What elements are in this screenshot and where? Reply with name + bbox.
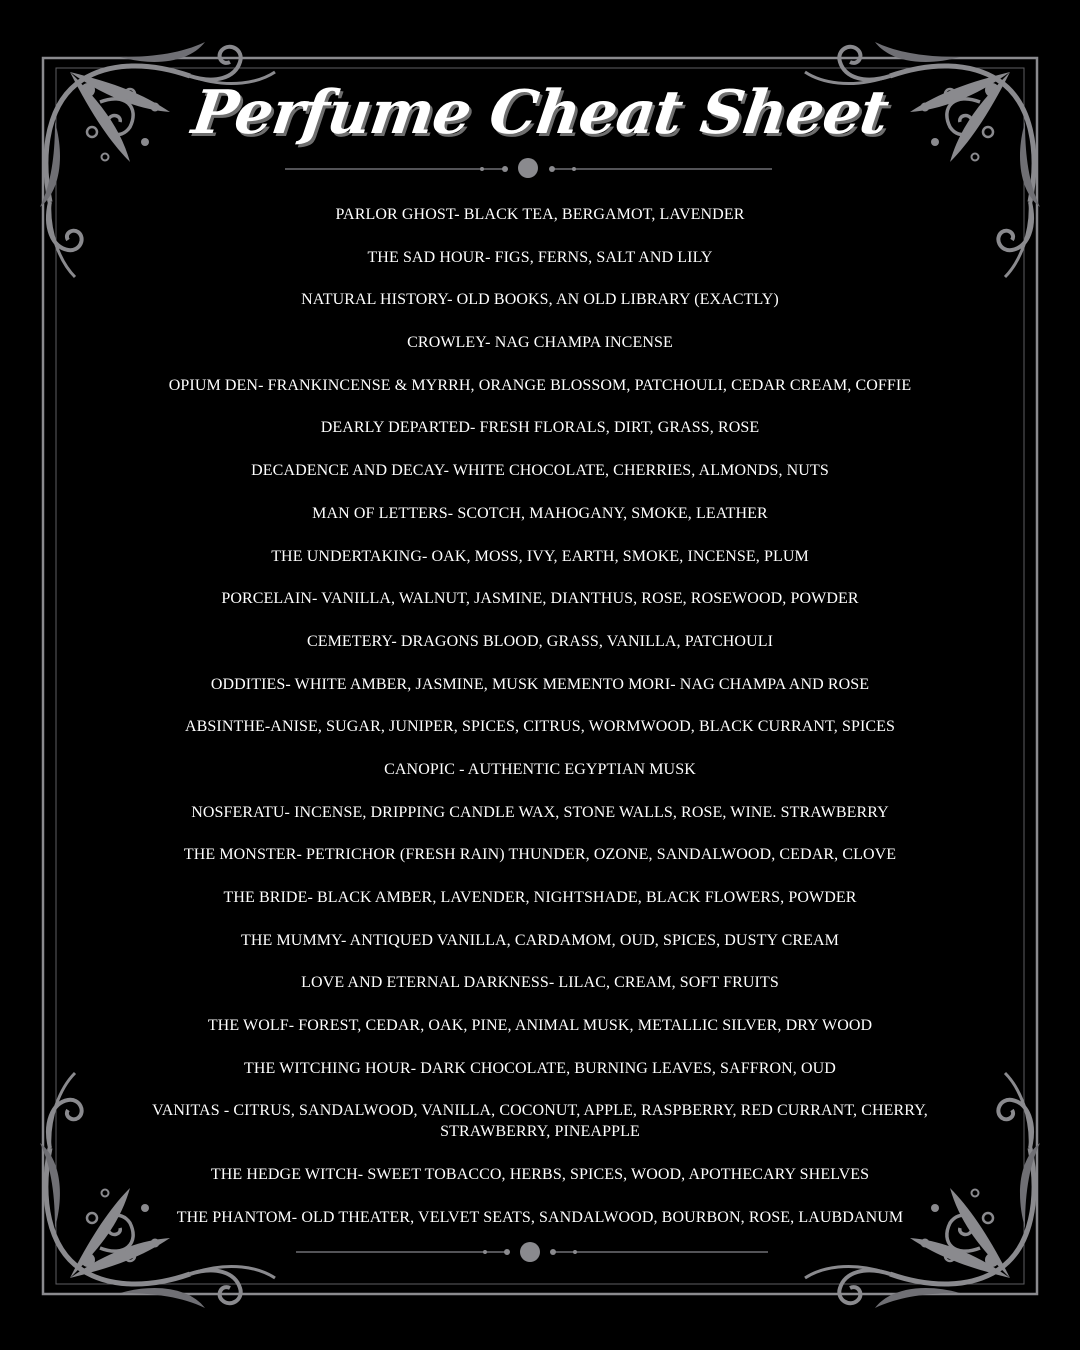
list-item: THE WITCHING HOUR- DARK CHOCOLATE, BURNING LEAVES, SAFFRON, OUD xyxy=(244,1059,836,1077)
list-item: CROWLEY- NAG CHAMPA INCENSE xyxy=(407,334,673,352)
perfume-list xyxy=(110,204,970,1250)
list-item: THE BRIDE- BLACK AMBER, LAVENDER, NIGHTSHADE, BLACK FLOWERS, POWDER xyxy=(223,889,857,906)
list-item: THE MONSTER- PETRICHOR (FRESH RAIN) THUNDER, OZONE, SANDALWOOD, CEDAR, CLOVE xyxy=(183,846,897,864)
list-item: LOVE AND ETERNAL DARKNESS- LILAC, CREAM, SOFT FRUITS xyxy=(301,974,779,992)
list-item: THE UNDERTAKING- OAK, MOSS, IVY, EARTH, SMOKE, INCENSE, PLUM xyxy=(271,547,809,565)
dot-divider-icon xyxy=(285,158,772,178)
list-item: MAN OF LETTERS- SCOTCH, MAHOGANY, SMOKE, LEATHER xyxy=(312,504,768,522)
list-item: THE SAD HOUR- FIGS, FERNS, SALT AND LILY xyxy=(367,248,713,266)
list-item: CANOPIC - AUTHENTIC EGYPTIAN MUSK xyxy=(384,760,696,778)
list-item: PARLOR GHOST- BLACK TEA, BERGAMOT, LAVENDER xyxy=(335,206,745,223)
list-item: THE HEDGE WITCH- SWEET TOBACCO, HERBS, SPICES, WOOD, APOTHECARY SHELVES xyxy=(210,1166,870,1184)
list-item: DECADENCE AND DECAY- WHITE CHOCOLATE, CHERRIES, ALMONDS, NUTS xyxy=(251,462,829,480)
list-item: ABSINTHE-ANISE, SUGAR, JUNIPER, SPICES, CITRUS, WORMWOOD, BLACK CURRANT, SPICES xyxy=(184,718,896,736)
list-item: OPIUM DEN- FRANKINCENSE & MYRRH, ORANGE BLOSSOM, PATCHOULI, CEDAR CREAM, COFFIE xyxy=(168,376,912,394)
list-item: VANITAS - CITRUS, SANDALWOOD, VANILLA, COCONUT, APPLE, RASPBERRY, RED CURRANT, CHERRY, STRAWBERRY, PINEAPPLE xyxy=(152,1102,928,1141)
list-item: ODDITIES- WHITE AMBER, JASMINE, MUSK MEMENTO MORI- NAG CHAMPA AND ROSE xyxy=(210,675,870,693)
list-item: CEMETERY- DRAGONS BLOOD, GRASS, VANILLA, PATCHOULI xyxy=(306,632,774,650)
list-item: THE PHANTOM- OLD THEATER, VELVET SEATS, SANDALWOOD, BOURBON, ROSE, LAUBDANUM xyxy=(176,1208,904,1226)
list-item: NOSFERATU- INCENSE, DRIPPING CANDLE WAX, STONE WALLS, ROSE, WINE. STRAWBERRY xyxy=(191,803,889,821)
list-item: DEARLY DEPARTED- FRESH FLORALS, DIRT, GRASS, ROSE xyxy=(320,419,760,437)
list-item: NATURAL HISTORY- OLD BOOKS, AN OLD LIBRARY (EXACTLY) xyxy=(301,291,779,309)
list-item: PORCELAIN- VANILLA, WALNUT, JASMINE, DIANTHUS, ROSE, ROSEWOOD, POWDER xyxy=(221,590,859,608)
list-item: THE WOLF- FOREST, CEDAR, OAK, PINE, ANIMAL MUSK, METALLIC SILVER, DRY WOOD xyxy=(207,1017,873,1035)
page-title: Perfume Cheat Sheet xyxy=(187,78,893,148)
list-item: THE MUMMY- ANTIQUED VANILLA, CARDAMOM, OUD, SPICES, DUSTY CREAM xyxy=(240,931,840,949)
